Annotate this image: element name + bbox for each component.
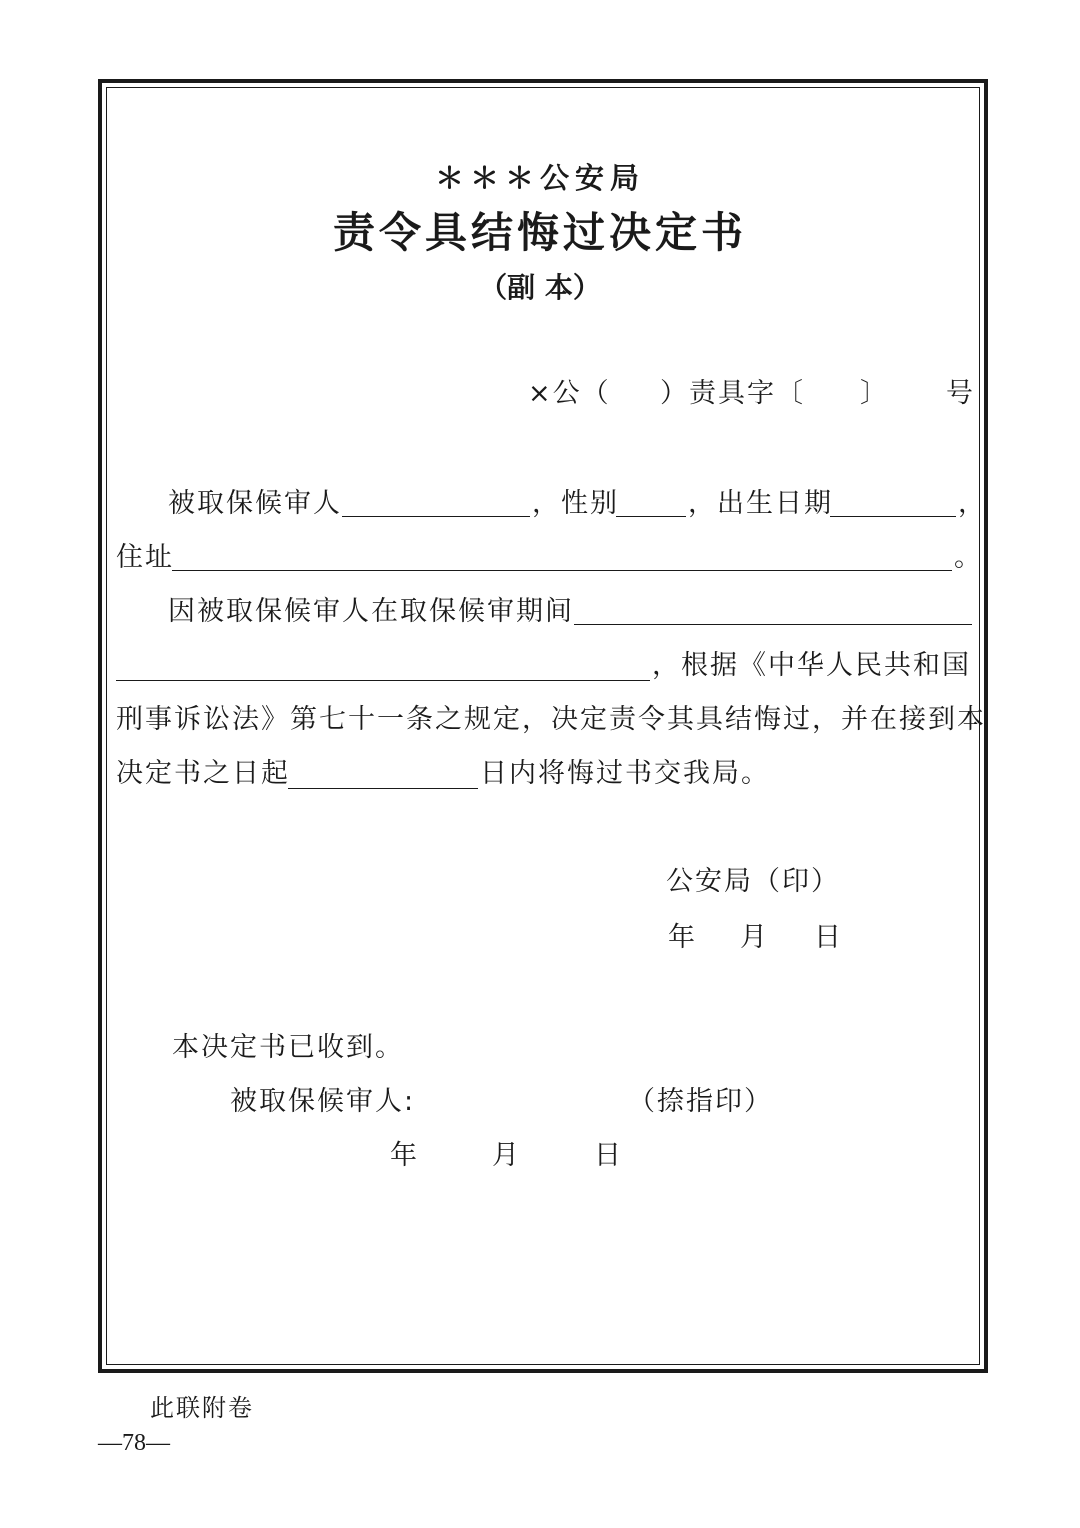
person-label: 被取保候审人 — [168, 488, 342, 519]
deadline-suffix: 日内将悔过书交我局。 — [480, 758, 770, 789]
address-label: 住址 — [116, 542, 174, 573]
receipt-month: 月 — [492, 1140, 521, 1171]
receipt-year: 年 — [390, 1140, 419, 1171]
agency-name: ＊＊＊公安局 — [434, 161, 645, 195]
signature-year: 年 — [668, 922, 697, 953]
birth-label: ，出生日期 — [688, 488, 833, 519]
footer-note: 此联附卷 — [150, 1394, 254, 1422]
document-title: 责令具结悔过决定书 — [332, 208, 747, 257]
reason-field-line1[interactable] — [574, 624, 972, 625]
deadline-days-field[interactable] — [288, 788, 478, 789]
doc-number-middle: ）责具字〔 — [660, 378, 805, 409]
fingerprint-label: （捺指印） — [628, 1086, 773, 1117]
doc-number-bracket-close: 〕 — [860, 378, 889, 409]
birth-date-field[interactable] — [830, 516, 956, 517]
receipt-person-label: 被取保候审人: — [230, 1086, 416, 1117]
law-reference-line1: ，根据《中华人民共和国 — [652, 650, 971, 681]
person-name-field[interactable] — [342, 516, 530, 517]
signature-day: 日 — [814, 922, 843, 953]
signature-month: 月 — [740, 922, 769, 953]
address-field[interactable] — [172, 570, 952, 571]
copy-label: （副 本） — [479, 271, 601, 304]
sex-label: ，性别 — [532, 488, 619, 519]
receipt-confirmation: 本决定书已收到。 — [172, 1032, 404, 1063]
sex-field[interactable] — [616, 516, 686, 517]
deadline-prefix: 决定书之日起 — [116, 758, 290, 789]
reason-field-line2[interactable] — [116, 680, 650, 681]
page-number: —78— — [98, 1430, 170, 1456]
reason-prefix: 因被取保候审人在取保候审期间 — [168, 596, 574, 627]
law-reference-line2: 刑事诉讼法》第七十一条之规定，决定责令其具结悔过，并在接到本 — [116, 704, 986, 735]
doc-number-prefix: ×公（ — [528, 378, 611, 409]
line1-comma: ， — [958, 488, 987, 519]
doc-number-suffix: 号 — [946, 378, 975, 409]
bureau-seal-label: 公安局（印） — [666, 866, 840, 897]
receipt-day: 日 — [594, 1140, 623, 1171]
address-period: 。 — [954, 542, 983, 573]
